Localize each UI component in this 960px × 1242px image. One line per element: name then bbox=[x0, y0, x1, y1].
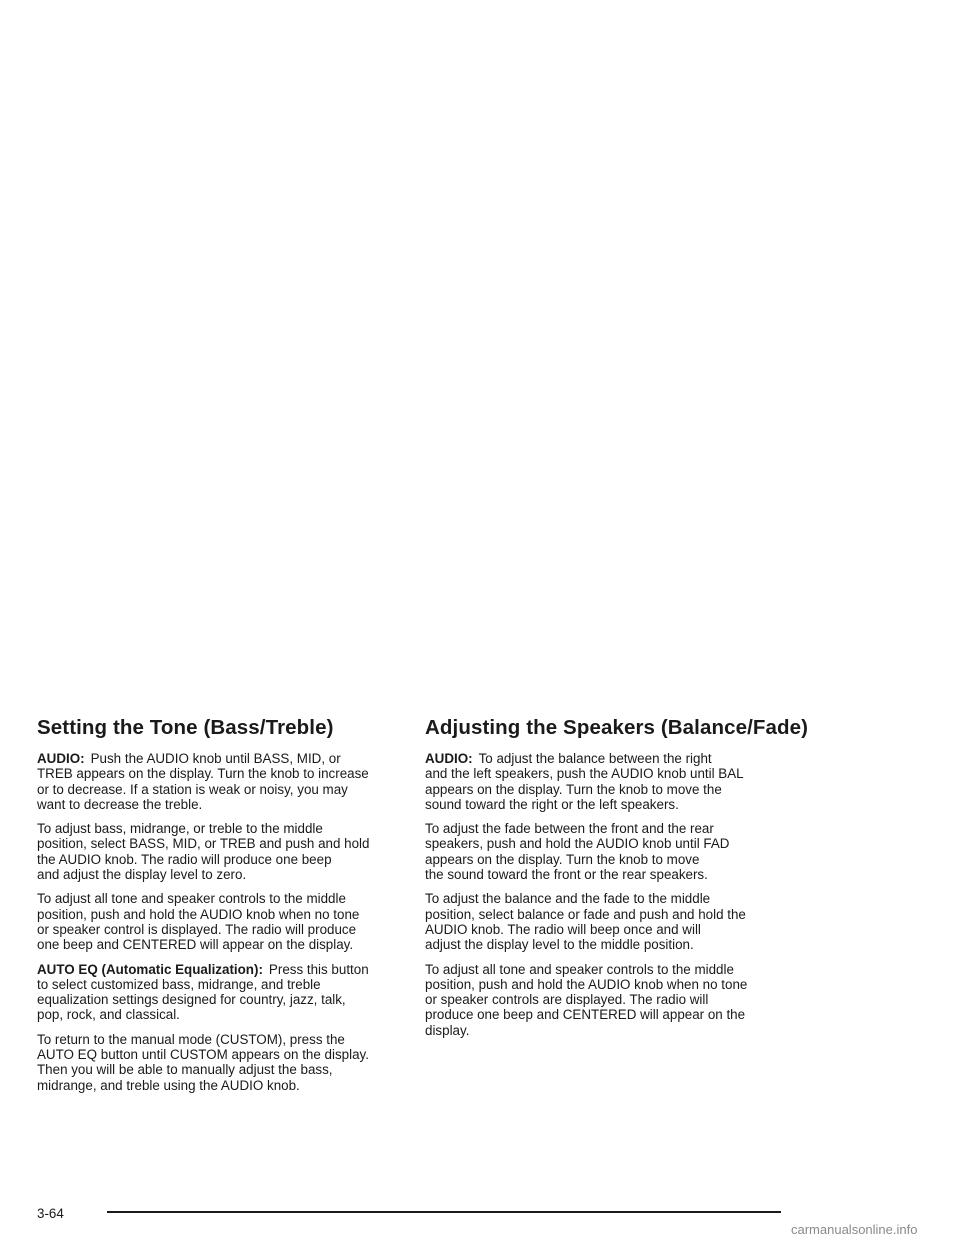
left-column bbox=[37, 716, 395, 1102]
paragraph-text: To adjust the balance between the right and the left speakers, push the AUDIO knob until BAL appears on the display. Turn the knob to move the sound toward the right or the left speakers. bbox=[425, 751, 744, 812]
page-number: 3-64 bbox=[37, 1206, 64, 1221]
watermark-text: carmanualsonline.info bbox=[791, 1222, 918, 1237]
footer-divider bbox=[107, 1211, 781, 1213]
paragraph-lead-label: AUDIO: bbox=[425, 751, 473, 766]
section-heading-speakers: Adjusting the Speakers (Balance/Fade) bbox=[425, 716, 809, 739]
paragraph-fade: To adjust the fade between the front and the rear speakers, push and hold the AUDIO knob until FAD appears on the display. Turn the knob to move the sound toward the front or the rear speakers. bbox=[425, 821, 730, 883]
paragraph-custom-mode: To return to the manual mode (CUSTOM), press the AUTO EQ button until CUSTOM appears on the display. Then you will be able to manually adjust the bass, midrange, and treble using the AUDIO knob. bbox=[37, 1031, 369, 1093]
paragraph-text: Press this button to select customized bass, midrange, and treble equalization settings designed for country, jazz, talk, pop, rock, and classical. bbox=[37, 961, 369, 1023]
paragraph-text: Push the AUDIO knob until BASS, MID, or TREB appears on the display. Turn the knob to increase or to decrease. If a station is weak or noisy, you may want to decrease the treble. bbox=[37, 751, 369, 812]
paragraph-center-all-speakers: To adjust all tone and speaker controls to the middle position, push and hold the AUDIO knob when no tone or speaker controls are displayed. The radio will produce one beep and CENTERED will appear on the display. bbox=[425, 961, 748, 1038]
paragraph-audio-balance bbox=[425, 751, 787, 812]
right-column bbox=[425, 716, 809, 1047]
paragraph-lead-label: AUDIO: bbox=[37, 751, 85, 766]
paragraph-balance-fade-middle: To adjust the balance and the fade to the middle position, select balance or fade and push and hold the AUDIO knob. The radio will beep once and will adjust the display level to the middle position. bbox=[425, 891, 746, 953]
paragraph-lead-label: AUTO EQ (Automatic Equalization): bbox=[37, 961, 263, 977]
paragraph-audio-tone bbox=[37, 751, 395, 812]
section-heading-tone: Setting the Tone (Bass/Treble) bbox=[37, 716, 334, 739]
paragraph-center-all: To adjust all tone and speaker controls to the middle position, push and hold the AUDIO knob when no tone or speaker control is displayed. The radio will produce one beep and CENTERED will appear on the display. bbox=[37, 891, 360, 953]
paragraph-adjust-middle: To adjust bass, midrange, or treble to the middle position, select BASS, MID, or TREB and push and hold the AUDIO knob. The radio will produce one beep and adjust the display level to zero. bbox=[37, 821, 370, 883]
paragraph-auto-eq bbox=[37, 962, 395, 1023]
